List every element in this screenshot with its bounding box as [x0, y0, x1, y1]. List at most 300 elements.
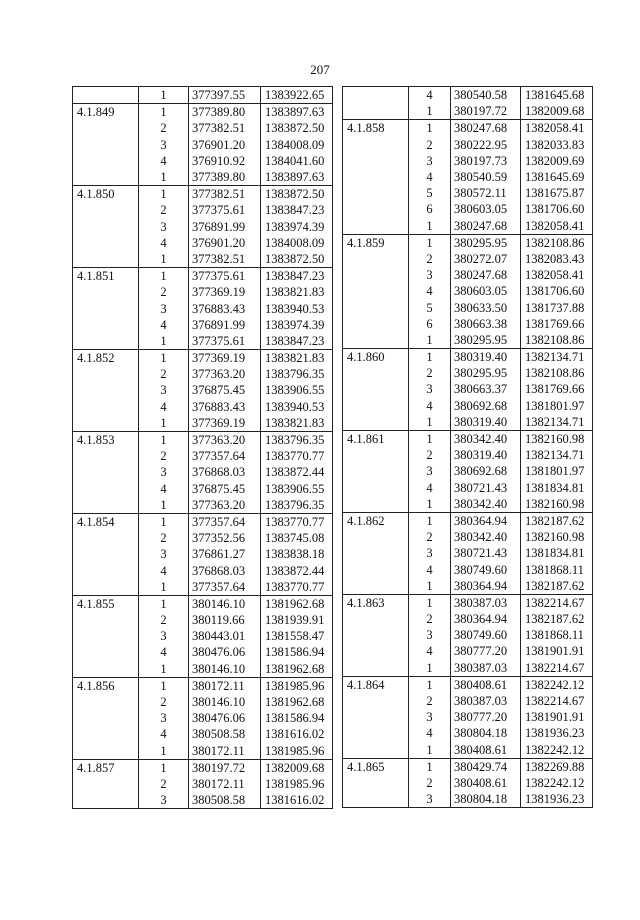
point-number-cell: 3: [409, 267, 451, 283]
y-coordinate-cell: 1382242.12: [521, 676, 593, 693]
parcel-id-cell: [73, 382, 139, 398]
y-coordinate-cell: 1382058.41: [521, 218, 593, 235]
y-coordinate-cell: 1382134.71: [521, 414, 593, 431]
x-coordinate-cell: 380342.40: [451, 496, 521, 513]
parcel-id-cell: [343, 87, 409, 104]
parcel-id-cell: [73, 415, 139, 432]
x-coordinate-cell: 380387.03: [451, 693, 521, 709]
parcel-id-cell: [73, 251, 139, 268]
y-coordinate-cell: 1383770.77: [261, 579, 333, 596]
coordinate-row: [343, 529, 593, 545]
coordinate-row: [343, 103, 593, 120]
parcel-id-cell: [343, 251, 409, 267]
point-number-cell: 5: [409, 185, 451, 201]
parcel-id-cell: [73, 366, 139, 382]
coordinate-row: [343, 137, 593, 153]
coordinate-row: [73, 300, 333, 316]
parcel-id-cell: 4.1.856: [73, 677, 139, 694]
x-coordinate-cell: 380247.68: [451, 218, 521, 235]
parcel-id-cell: [343, 185, 409, 201]
x-coordinate-cell: 380387.03: [451, 660, 521, 677]
coordinate-row: [73, 431, 333, 448]
parcel-id-cell: [343, 398, 409, 414]
point-number-cell: 1: [409, 218, 451, 235]
coordinate-row: [343, 218, 593, 235]
point-number-cell: 1: [409, 414, 451, 431]
parcel-id-cell: 4.1.865: [343, 758, 409, 775]
parcel-id-cell: [343, 545, 409, 561]
y-coordinate-cell: 1382269.88: [521, 758, 593, 775]
y-coordinate-cell: 1381834.81: [521, 480, 593, 496]
parcel-id-cell: [73, 710, 139, 726]
x-coordinate-cell: 380197.72: [451, 103, 521, 120]
coordinate-row: [73, 137, 333, 153]
x-coordinate-cell: 380663.38: [451, 316, 521, 332]
parcel-id-cell: [343, 742, 409, 759]
y-coordinate-cell: 1381936.23: [521, 791, 593, 808]
coordinate-row: [343, 381, 593, 397]
parcel-id-cell: 4.1.859: [343, 234, 409, 251]
parcel-id-cell: [73, 530, 139, 546]
y-coordinate-cell: 1381801.97: [521, 463, 593, 479]
x-coordinate-cell: 380692.68: [451, 463, 521, 479]
coordinate-row: [343, 316, 593, 332]
parcel-id-cell: [73, 562, 139, 578]
coordinate-row: [343, 185, 593, 201]
point-number-cell: 1: [409, 578, 451, 595]
coordinate-row: [73, 644, 333, 660]
coordinate-row: [73, 776, 333, 792]
x-coordinate-cell: 380572.11: [451, 185, 521, 201]
point-number-cell: 1: [139, 104, 189, 121]
coordinate-row: [73, 530, 333, 546]
x-coordinate-cell: 377363.20: [189, 497, 261, 514]
x-coordinate-cell: 380408.61: [451, 676, 521, 693]
point-number-cell: 1: [409, 103, 451, 120]
point-number-cell: 3: [139, 137, 189, 153]
coordinate-row: [343, 611, 593, 627]
y-coordinate-cell: 1383745.08: [261, 530, 333, 546]
point-number-cell: 3: [139, 710, 189, 726]
point-number-cell: 4: [139, 399, 189, 415]
x-coordinate-cell: 380721.43: [451, 545, 521, 561]
x-coordinate-cell: 380540.58: [451, 87, 521, 104]
point-number-cell: 1: [139, 431, 189, 448]
x-coordinate-cell: 380387.03: [451, 594, 521, 611]
point-number-cell: 2: [139, 776, 189, 792]
left-coordinate-column: [72, 86, 333, 809]
point-number-cell: 1: [409, 120, 451, 137]
y-coordinate-cell: 1381985.96: [261, 776, 333, 792]
coordinate-row: [73, 595, 333, 612]
point-number-cell: 1: [409, 496, 451, 513]
parcel-id-cell: [73, 235, 139, 251]
x-coordinate-cell: 377382.51: [189, 120, 261, 136]
coordinate-row: [343, 758, 593, 775]
x-coordinate-cell: 380342.40: [451, 430, 521, 447]
x-coordinate-cell: 380247.68: [451, 267, 521, 283]
parcel-id-cell: 4.1.862: [343, 512, 409, 529]
point-number-cell: 1: [409, 234, 451, 251]
x-coordinate-cell: 380295.95: [451, 332, 521, 349]
point-number-cell: 4: [139, 317, 189, 333]
y-coordinate-cell: 1383922.65: [261, 87, 333, 104]
y-coordinate-cell: 1381962.68: [261, 595, 333, 612]
y-coordinate-cell: 1383897.63: [261, 104, 333, 121]
parcel-id-cell: [343, 693, 409, 709]
x-coordinate-cell: 380364.94: [451, 578, 521, 595]
coordinate-row: [343, 349, 593, 366]
y-coordinate-cell: 1381675.87: [521, 185, 593, 201]
point-number-cell: 3: [139, 382, 189, 398]
x-coordinate-cell: 377389.80: [189, 104, 261, 121]
coordinate-row: [343, 153, 593, 169]
point-number-cell: 1: [409, 758, 451, 775]
y-coordinate-cell: 1381901.91: [521, 643, 593, 659]
coordinate-row: [73, 415, 333, 432]
coordinate-row: [73, 726, 333, 742]
x-coordinate-cell: 377369.19: [189, 415, 261, 432]
point-number-cell: 1: [139, 333, 189, 350]
x-coordinate-cell: 376910.92: [189, 153, 261, 169]
parcel-id-cell: [343, 643, 409, 659]
coordinate-row: [73, 562, 333, 578]
coordinate-row: [73, 743, 333, 760]
point-number-cell: 3: [139, 546, 189, 562]
x-coordinate-cell: 377389.80: [189, 169, 261, 186]
y-coordinate-cell: 1384008.09: [261, 235, 333, 251]
x-coordinate-cell: 380749.60: [451, 561, 521, 577]
coordinate-row: [343, 283, 593, 299]
parcel-id-cell: [343, 447, 409, 463]
parcel-id-cell: [343, 137, 409, 153]
parcel-id-cell: [343, 153, 409, 169]
parcel-id-cell: 4.1.864: [343, 676, 409, 693]
coordinate-row: [343, 267, 593, 283]
y-coordinate-cell: 1383847.23: [261, 202, 333, 218]
point-number-cell: 3: [139, 628, 189, 644]
point-number-cell: 1: [139, 497, 189, 514]
parcel-id-cell: [73, 612, 139, 628]
parcel-id-cell: [343, 561, 409, 577]
y-coordinate-cell: 1382242.12: [521, 742, 593, 759]
coordinate-row: [343, 693, 593, 709]
parcel-id-cell: [343, 299, 409, 315]
coordinate-row: [73, 87, 333, 104]
y-coordinate-cell: 1381586.94: [261, 710, 333, 726]
parcel-id-cell: [73, 481, 139, 497]
y-coordinate-cell: 1381616.02: [261, 792, 333, 809]
y-coordinate-cell: 1381985.96: [261, 743, 333, 760]
x-coordinate-cell: 380342.40: [451, 529, 521, 545]
y-coordinate-cell: 1381985.96: [261, 677, 333, 694]
coordinate-row: [73, 169, 333, 186]
point-number-cell: 1: [139, 579, 189, 596]
y-coordinate-cell: 1384008.09: [261, 137, 333, 153]
point-number-cell: 2: [409, 447, 451, 463]
point-number-cell: 3: [409, 545, 451, 561]
point-number-cell: 2: [409, 693, 451, 709]
y-coordinate-cell: 1383770.77: [261, 513, 333, 530]
x-coordinate-cell: 380603.05: [451, 283, 521, 299]
x-coordinate-cell: 376868.03: [189, 562, 261, 578]
point-number-cell: 1: [139, 350, 189, 367]
x-coordinate-cell: 376875.45: [189, 382, 261, 398]
coordinate-row: [73, 382, 333, 398]
coordinate-row: [343, 709, 593, 725]
y-coordinate-cell: 1381939.91: [261, 612, 333, 628]
y-coordinate-cell: 1383906.55: [261, 481, 333, 497]
point-number-cell: 4: [409, 480, 451, 496]
parcel-id-cell: [73, 284, 139, 300]
coordinate-row: [73, 481, 333, 497]
y-coordinate-cell: 1383821.83: [261, 350, 333, 367]
parcel-id-cell: [343, 201, 409, 217]
y-coordinate-cell: 1381834.81: [521, 545, 593, 561]
parcel-id-cell: 4.1.854: [73, 513, 139, 530]
parcel-id-cell: [343, 627, 409, 643]
coordinate-row: [343, 234, 593, 251]
parcel-id-cell: [73, 694, 139, 710]
x-coordinate-cell: 380476.06: [189, 644, 261, 660]
x-coordinate-cell: 380429.74: [451, 758, 521, 775]
parcel-id-cell: [73, 448, 139, 464]
x-coordinate-cell: 376891.99: [189, 219, 261, 235]
coordinate-row: [73, 513, 333, 530]
point-number-cell: 4: [139, 481, 189, 497]
point-number-cell: 1: [409, 349, 451, 366]
parcel-id-cell: [343, 218, 409, 235]
parcel-id-cell: [73, 202, 139, 218]
x-coordinate-cell: 380319.40: [451, 447, 521, 463]
parcel-id-cell: [73, 399, 139, 415]
coordinate-row: [343, 251, 593, 267]
coordinate-row: [73, 219, 333, 235]
parcel-id-cell: [73, 464, 139, 480]
parcel-id-cell: 4.1.855: [73, 595, 139, 612]
x-coordinate-cell: 380172.11: [189, 743, 261, 760]
x-coordinate-cell: 377382.51: [189, 251, 261, 268]
point-number-cell: 4: [139, 562, 189, 578]
x-coordinate-cell: 380777.20: [451, 643, 521, 659]
x-coordinate-cell: 380408.61: [451, 742, 521, 759]
coordinate-row: [73, 677, 333, 694]
point-number-cell: 4: [139, 726, 189, 742]
y-coordinate-cell: 1382009.68: [261, 759, 333, 776]
y-coordinate-cell: 1382187.62: [521, 512, 593, 529]
parcel-id-cell: [73, 169, 139, 186]
y-coordinate-cell: 1381962.68: [261, 694, 333, 710]
point-number-cell: 2: [139, 694, 189, 710]
coordinate-row: [343, 627, 593, 643]
coordinate-row: [343, 775, 593, 791]
parcel-id-cell: [73, 644, 139, 660]
coordinate-row: [343, 447, 593, 463]
coordinate-row: [73, 104, 333, 121]
x-coordinate-cell: 377363.20: [189, 366, 261, 382]
y-coordinate-cell: 1382187.62: [521, 578, 593, 595]
parcel-id-cell: [73, 219, 139, 235]
x-coordinate-cell: 380364.94: [451, 512, 521, 529]
parcel-id-cell: [73, 300, 139, 316]
point-number-cell: 1: [409, 594, 451, 611]
coordinate-row: [343, 430, 593, 447]
x-coordinate-cell: 376883.43: [189, 399, 261, 415]
y-coordinate-cell: 1381901.91: [521, 709, 593, 725]
coordinate-row: [343, 594, 593, 611]
y-coordinate-cell: 1381769.66: [521, 316, 593, 332]
parcel-id-cell: [343, 414, 409, 431]
coordinate-row: [73, 628, 333, 644]
parcel-id-cell: [343, 480, 409, 496]
point-number-cell: 1: [409, 676, 451, 693]
parcel-id-cell: [73, 661, 139, 678]
x-coordinate-cell: 380364.94: [451, 611, 521, 627]
y-coordinate-cell: 1382108.86: [521, 234, 593, 251]
x-coordinate-cell: 377363.20: [189, 431, 261, 448]
point-number-cell: 6: [409, 201, 451, 217]
x-coordinate-cell: 380508.58: [189, 792, 261, 809]
parcel-id-cell: [73, 776, 139, 792]
parcel-id-cell: 4.1.852: [73, 350, 139, 367]
y-coordinate-cell: 1381868.11: [521, 561, 593, 577]
parcel-id-cell: [343, 529, 409, 545]
coordinate-row: [343, 791, 593, 808]
right-coordinate-table: [342, 86, 593, 808]
x-coordinate-cell: 380172.11: [189, 677, 261, 694]
y-coordinate-cell: 1382214.67: [521, 693, 593, 709]
x-coordinate-cell: 377369.19: [189, 284, 261, 300]
coordinate-row: [343, 725, 593, 741]
y-coordinate-cell: 1382108.86: [521, 365, 593, 381]
x-coordinate-cell: 377397.55: [189, 87, 261, 104]
x-coordinate-cell: 380804.18: [451, 725, 521, 741]
point-number-cell: 1: [139, 251, 189, 268]
x-coordinate-cell: 380508.58: [189, 726, 261, 742]
coordinate-row: [73, 186, 333, 203]
y-coordinate-cell: 1381645.69: [521, 169, 593, 185]
coordinate-row: [73, 710, 333, 726]
x-coordinate-cell: 380319.40: [451, 349, 521, 366]
point-number-cell: 4: [409, 643, 451, 659]
y-coordinate-cell: 1383940.53: [261, 300, 333, 316]
coordinate-row: [73, 448, 333, 464]
coordinate-row: [343, 120, 593, 137]
y-coordinate-cell: 1382160.98: [521, 430, 593, 447]
point-number-cell: 3: [139, 219, 189, 235]
point-number-cell: 2: [409, 775, 451, 791]
coordinate-row: [343, 398, 593, 414]
left-coordinate-table: [72, 86, 333, 809]
point-number-cell: 2: [409, 611, 451, 627]
point-number-cell: 2: [139, 612, 189, 628]
coordinate-row: [343, 480, 593, 496]
coordinate-row: [73, 317, 333, 333]
y-coordinate-cell: 1381706.60: [521, 201, 593, 217]
point-number-cell: 1: [139, 661, 189, 678]
x-coordinate-cell: 380804.18: [451, 791, 521, 808]
coordinate-row: [343, 578, 593, 595]
point-number-cell: 1: [409, 660, 451, 677]
coordinate-row: [343, 201, 593, 217]
coordinate-row: [343, 299, 593, 315]
coordinate-row: [73, 120, 333, 136]
coordinate-row: [73, 497, 333, 514]
parcel-id-cell: [73, 333, 139, 350]
point-number-cell: 2: [139, 284, 189, 300]
parcel-id-cell: [343, 283, 409, 299]
parcel-id-cell: [73, 87, 139, 104]
y-coordinate-cell: 1382214.67: [521, 660, 593, 677]
parcel-id-cell: [73, 792, 139, 809]
point-number-cell: 2: [409, 137, 451, 153]
parcel-id-cell: 4.1.860: [343, 349, 409, 366]
y-coordinate-cell: 1381706.60: [521, 283, 593, 299]
coordinate-row: [73, 792, 333, 809]
x-coordinate-cell: 380295.95: [451, 234, 521, 251]
point-number-cell: 1: [139, 513, 189, 530]
y-coordinate-cell: 1383872.44: [261, 464, 333, 480]
y-coordinate-cell: 1382009.69: [521, 153, 593, 169]
x-coordinate-cell: 380146.10: [189, 694, 261, 710]
parcel-id-cell: [73, 137, 139, 153]
parcel-id-cell: 4.1.857: [73, 759, 139, 776]
y-coordinate-cell: 1383872.50: [261, 120, 333, 136]
y-coordinate-cell: 1382009.68: [521, 103, 593, 120]
y-coordinate-cell: 1383796.35: [261, 431, 333, 448]
point-number-cell: 4: [139, 644, 189, 660]
parcel-id-cell: 4.1.849: [73, 104, 139, 121]
x-coordinate-cell: 380295.95: [451, 365, 521, 381]
point-number-cell: 1: [409, 742, 451, 759]
y-coordinate-cell: 1381769.66: [521, 381, 593, 397]
parcel-id-cell: [343, 725, 409, 741]
y-coordinate-cell: 1383906.55: [261, 382, 333, 398]
x-coordinate-cell: 376875.45: [189, 481, 261, 497]
point-number-cell: 1: [139, 415, 189, 432]
point-number-cell: 1: [139, 87, 189, 104]
coordinate-row: [73, 268, 333, 285]
coordinate-row: [73, 366, 333, 382]
y-coordinate-cell: 1383821.83: [261, 415, 333, 432]
point-number-cell: 2: [409, 365, 451, 381]
y-coordinate-cell: 1381737.88: [521, 299, 593, 315]
parcel-id-cell: [343, 463, 409, 479]
point-number-cell: 3: [409, 153, 451, 169]
coordinate-row: [343, 545, 593, 561]
coordinate-row: [73, 202, 333, 218]
x-coordinate-cell: 380476.06: [189, 710, 261, 726]
point-number-cell: 4: [409, 87, 451, 104]
coordinate-row: [343, 742, 593, 759]
coordinate-row: [343, 512, 593, 529]
parcel-id-cell: 4.1.863: [343, 594, 409, 611]
parcel-id-cell: [73, 546, 139, 562]
y-coordinate-cell: 1381936.23: [521, 725, 593, 741]
parcel-id-cell: [343, 496, 409, 513]
point-number-cell: 1: [139, 268, 189, 285]
x-coordinate-cell: 380197.73: [451, 153, 521, 169]
x-coordinate-cell: 377369.19: [189, 350, 261, 367]
x-coordinate-cell: 377382.51: [189, 186, 261, 203]
coordinate-row: [73, 694, 333, 710]
y-coordinate-cell: 1383974.39: [261, 219, 333, 235]
y-coordinate-cell: 1382083.43: [521, 251, 593, 267]
parcel-id-cell: [343, 316, 409, 332]
coordinate-row: [343, 414, 593, 431]
parcel-id-cell: 4.1.861: [343, 430, 409, 447]
parcel-id-cell: [343, 578, 409, 595]
